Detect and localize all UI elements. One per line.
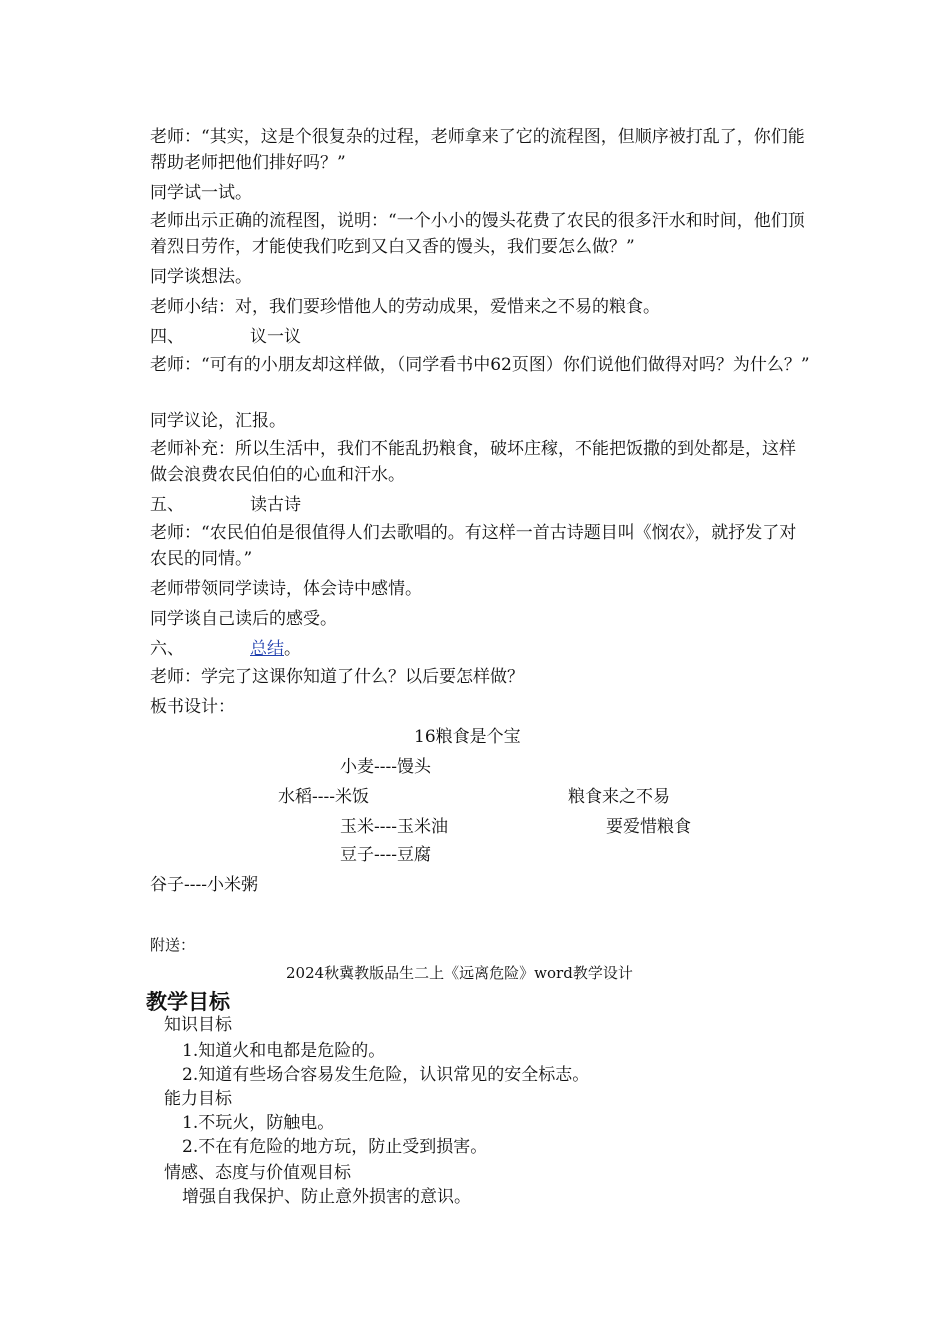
emotion-objectives-title: 情感、态度与价值观目标	[164, 1163, 351, 1183]
paragraph-teacher-poem: 老师：“农民伯伯是很值得人们去歌唱的。有这样一首古诗题目叫《悯农》，就抒发了对农民的同情。”	[150, 523, 797, 569]
paragraph-teacher-final-question: 老师：学完了这课你知道了什么？以后要怎样做？	[150, 667, 524, 687]
section-5-title: 读古诗	[250, 495, 301, 515]
paragraph-teacher-question: 老师：“可有的小朋友却这样做，（同学看书中62页图）你们说他们做得对吗？为什么？”	[150, 355, 810, 375]
section-6-number: 六、	[150, 639, 184, 659]
appendix-document-title: 2024秋冀教版品生二上《远离危险》word教学设计	[286, 964, 633, 982]
appendix-label: 附送：	[150, 936, 196, 954]
board-right-cherish: 要爱惜粮食	[606, 817, 691, 837]
section-5-number: 五、	[150, 495, 184, 515]
ability-objective-1: 1.不玩火，防触电。	[182, 1113, 335, 1133]
paragraph-board-design-label: 板书设计：	[150, 697, 235, 717]
board-item-rice: 水稻----米饭	[278, 787, 369, 807]
knowledge-objective-1: 1.知道火和电都是危险的。	[182, 1041, 386, 1061]
board-item-millet: 谷子----小米粥	[150, 875, 258, 895]
ability-objective-2: 2.不在有危险的地方玩，防止受到损害。	[182, 1137, 488, 1157]
section-6-title-wrap	[250, 636, 301, 662]
paragraph-teacher-supplement: 老师补充：所以生活中，我们不能乱扔粮食，破坏庄稼，不能把饭撒的到处都是，这样做会浪费农民伯伯的心血和汗水。	[150, 439, 796, 485]
paragraph-teacher-flowchart: 老师：“其实，这是个很复杂的过程，老师拿来了它的流程图，但顺序被打乱了，你们能帮助老师把他们排好吗？”	[150, 127, 805, 173]
board-title: 16粮食是个宝	[414, 727, 521, 747]
knowledge-objective-2: 2.知道有些场合容易发生危险，认识常见的安全标志。	[182, 1065, 590, 1085]
knowledge-objectives-title: 知识目标	[164, 1015, 232, 1035]
paragraph-teacher-explains: 老师出示正确的流程图，说明：“一个小小的馒头花费了农民的很多汗水和时间，他们顶着烈日劳作，才能使我们吃到又白又香的馒头，我们要怎么做？”	[150, 211, 805, 257]
paragraph-teacher-summary: 老师小结：对，我们要珍惜他人的劳动成果，爱惜来之不易的粮食。	[150, 297, 660, 317]
board-right-hard-earned: 粮食来之不易	[568, 787, 670, 807]
paragraph-students-try: 同学试一试。	[150, 183, 252, 203]
board-item-wheat: 小麦----馒头	[340, 757, 431, 777]
paragraph-students-ideas: 同学谈想法。	[150, 267, 252, 287]
board-item-corn: 玉米----玉米油	[340, 817, 448, 837]
teaching-objectives-heading: 教学目标	[146, 990, 230, 1014]
section-4-title: 议一议	[250, 327, 301, 347]
emotion-objective-1: 增强自我保护、防止意外损害的意识。	[182, 1187, 471, 1207]
board-item-bean: 豆子----豆腐	[340, 845, 431, 865]
paragraph-students-discuss: 同学议论，汇报。	[150, 411, 286, 431]
section-6-suffix: 。	[284, 639, 301, 659]
paragraph-students-feelings: 同学谈自己读后的感受。	[150, 609, 337, 629]
section-4-number: 四、	[150, 327, 184, 347]
ability-objectives-title: 能力目标	[164, 1089, 232, 1109]
summary-link[interactable]: 总结	[250, 639, 284, 659]
paragraph-read-poem: 老师带领同学读诗，体会诗中感情。	[150, 579, 422, 599]
